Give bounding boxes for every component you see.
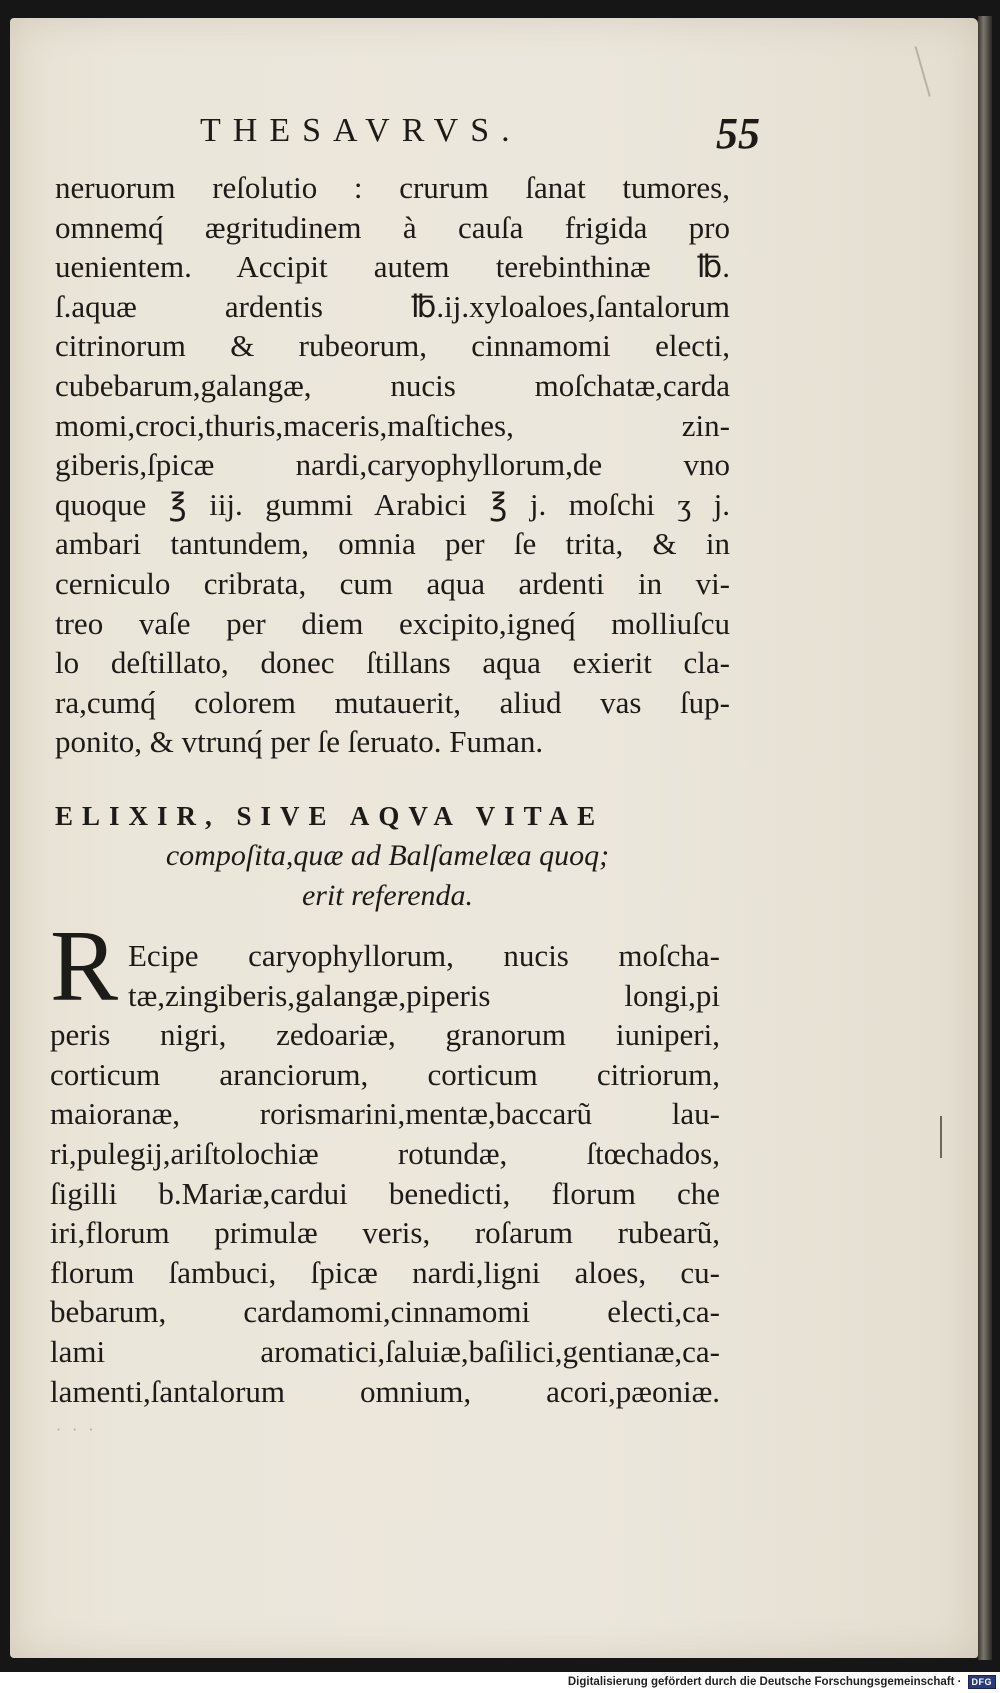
section-heading-subtitle-end: erit referenda. [301, 879, 474, 912]
text-line: omnemq́ ægritudinem à cauſa frigida pro [55, 209, 730, 245]
section-heading [55, 796, 720, 916]
text-line: maioranæ, rorismarini,mentæ,baccarũ lau- [50, 1096, 720, 1132]
text-line: citrinorum & rubeorum, cinnamomi electi, [55, 328, 730, 364]
footer-credit: Digitalisierung gefördert durch die Deutsche Forschungsgemeinschaft · [567, 1676, 962, 1688]
running-head [200, 108, 760, 158]
text-line: cubebarum,galangæ, nucis moſchatæ,carda [55, 367, 730, 403]
paragraph-1 [55, 168, 730, 762]
text-line: ambari tantundem, omnia per ſe trita, & in [55, 526, 730, 562]
section-heading-title: ELIXIR, SIVE AQVA VITAE [55, 801, 605, 831]
text-line: tæ,zingiberis,galangæ,piperis longi,pi [128, 977, 720, 1013]
text-line: Ecipe caryophyllorum, nucis moſcha- [128, 938, 720, 973]
text-line: neruorum reſolutio : crurum ſanat tumores, [55, 170, 730, 205]
text-line: quoque ℥ iij. gummi Arabici ℥ j. moſchi ʒ j. [55, 486, 730, 522]
page-edge [978, 16, 992, 1660]
margin-mark [940, 1116, 942, 1158]
text-line: cerniculo cribrata, cum aqua ardenti in vi- [55, 565, 730, 601]
text-line: corticum aranciorum, corticum citriorum, [50, 1056, 720, 1092]
text-line: lo deſtillato, donec ſtillans aqua exierit cla- [55, 645, 730, 681]
text-line: lami aromatici,ſaluiæ,baſilici,gentianæ,ca- [50, 1333, 720, 1369]
text-line: ſigilli b.Mariæ,cardui benedicti, florum che [50, 1175, 720, 1211]
digitization-footer [560, 1674, 996, 1690]
text-line: treo vaſe per diem excipito,igneq́ molliuſcu [55, 605, 730, 641]
text-line: ponito, & vtrunq́ per ſe ſeruato. Fuman. [55, 724, 544, 760]
text-line: momi,croci,thuris,maceris,maſtiches, zin- [55, 407, 730, 443]
text-line: florum ſambuci, ſpicæ nardi,ligni aloes, cu- [50, 1254, 720, 1290]
text-line: uenientem. Accipit autem terebinthinæ ℔. [55, 249, 730, 285]
text-line: ſ.aquæ ardentis ℔.ij.xyloaloes,ſantalorum [55, 288, 730, 324]
text-line: peris nigri, zedoariæ, granorum iuniperi, [50, 1017, 720, 1053]
ink-smudge: · · · [56, 1420, 97, 1439]
section-heading-subtitle: compoſita,quæ ad Balſamelæa quoq; [165, 839, 610, 872]
paragraph-2 [50, 936, 720, 1411]
text-line: giberis,ſpicæ nardi,caryophyllorum,de vno [55, 447, 730, 483]
text-line: lamenti,ſantalorum omnium, acori,pæoniæ. [50, 1373, 720, 1409]
page-number: 55 [716, 109, 760, 158]
text-line: ra,cumq́ colorem mutauerit, aliud vas ſup- [55, 684, 730, 720]
text-line: iri,florum primulæ veris, roſarum rubearũ, [50, 1215, 720, 1251]
drop-cap: R [50, 910, 119, 1023]
text-line: bebarum, cardamomi,cinnamomi electi,ca- [50, 1294, 720, 1330]
text-line: ri,pulegij,ariſtolochiæ rotundæ, ſtœchados, [50, 1135, 720, 1171]
dfg-logo: DFG [968, 1675, 997, 1689]
running-title: THESAVRVS. [200, 112, 522, 149]
page-crease-mark [897, 46, 931, 101]
